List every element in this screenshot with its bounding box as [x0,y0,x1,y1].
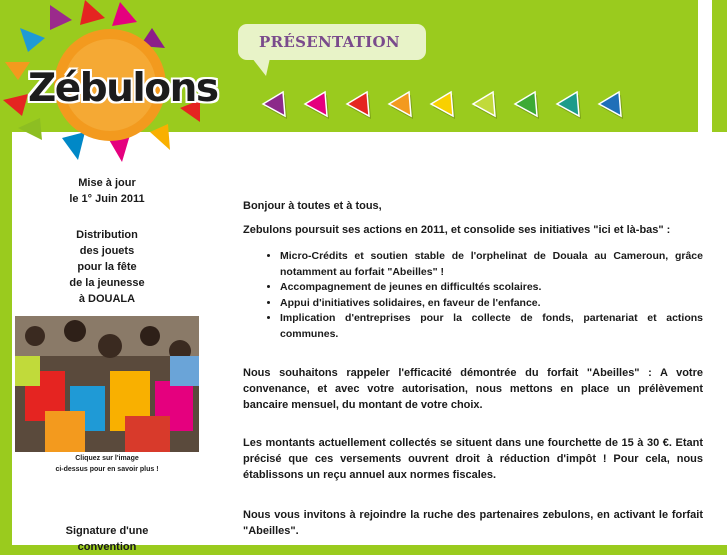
distribution-line: à DOUALA [78,293,136,305]
update-line-2: le 1° Juin 2011 [69,193,145,205]
nav-triangle-magenta-icon[interactable] [305,92,329,119]
nav-triangle-orange-icon[interactable] [389,92,413,119]
nav-triangle-teal-icon[interactable] [557,92,581,119]
bubble-tail [252,58,272,78]
nav-triangles [255,84,675,124]
distribution-line: des jouets [79,245,135,257]
nav-triangle-lime-icon[interactable] [473,92,497,119]
distribution-line: Distribution [76,229,138,241]
list-item: • Implication d'entreprises pour la collecte de fonds, partenariat et actions communes. [280,311,703,342]
distribution-line: de la jeunesse [69,277,145,289]
greeting: Bonjour à toutes et à tous, [243,200,382,212]
caption-line-1: Cliquez sur l'image [75,455,139,462]
children-photo-image [15,316,199,452]
nav-triangle-green-icon[interactable] [515,92,539,119]
distribution-photo[interactable] [15,316,199,452]
page-title: PRÉSENTATION [259,33,400,51]
signature-line-1: Signature d'une [65,525,149,537]
paragraph-montants: Les montants actuellement collectés se situent dans une fourchette de 15 à 30 €. Etant précisé que ces versements ouvrent droit à réduction d'impôt ! Pour cela, nous établissons un reçu annuel aux normes fiscales. [243,437,703,481]
update-notice [12,175,202,207]
nav-triangle-yellow-icon[interactable] [431,92,455,119]
title-bubble [238,24,426,60]
distribution-link[interactable] [12,227,202,307]
list-item: • Micro-Crédits et soutien stable de l'orphelinat de Douala au Cameroun, grâce notamment au forfait "Abeilles" ! [280,249,703,280]
nav-triangle-purple-icon[interactable] [263,92,287,119]
list-item: • Accompagnement de jeunes en difficultés scolaires. [280,280,703,296]
logo-wordmark: Zébulons [28,66,218,111]
photo-caption [12,453,202,475]
signature-line-2: convention [77,541,137,553]
paragraph-invitation: Nous vous invitons à rejoindre la ruche des partenaires zebulons, en activant le forfait "Abeilles". [243,509,703,537]
nav-triangle-blue-icon[interactable] [599,92,623,119]
caption-line-2: ci-dessus pour en savoir plus ! [55,466,159,473]
list-item: • Appui d'initiatives solidaires, en faveur de l'enfance. [280,296,703,312]
signature-link[interactable] [12,523,202,555]
paragraph-abeilles: Nous souhaitons rappeler l'efficacité démontrée du forfait "Abeilles" : A votre convenance, et avec votre autorisation, nous mettons en place un prélèvement bancaire mensuel, du montant de votre choix. [243,367,703,411]
nav-triangle-red-icon[interactable] [347,92,371,119]
zebulons-logo[interactable] [0,0,230,175]
intro-text: Zebulons poursuit ses actions en 2011, et consolide ses initiatives "ici et là-bas" : [243,224,671,236]
distribution-line: pour la fête [77,261,137,273]
update-line-1: Mise à jour [78,177,136,189]
actions-list [243,249,703,342]
